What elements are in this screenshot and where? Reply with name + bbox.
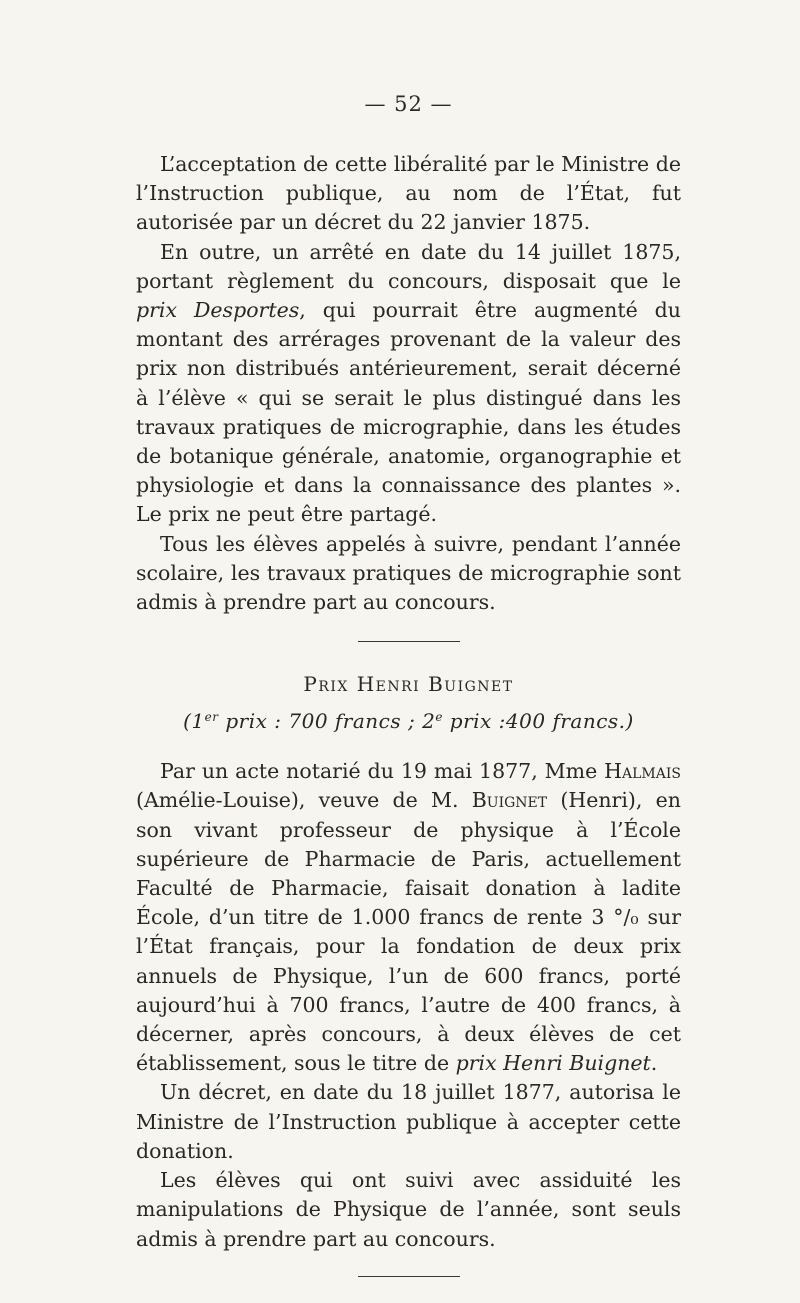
page-number: — 52 — [364, 92, 453, 116]
paragraph-arrete [136, 238, 681, 530]
paragraph-manipulations: Les élèves qui ont suivi avec assiduité les manipulations de Physique de l’année, sont seuls admis à prendre part au concours. [136, 1168, 681, 1251]
paragraph-eleves: Tous les élèves appelés à suivre, pendant l’année scolaire, les travaux pratiques de micrographie sont admis à prendre part au concours. [136, 531, 681, 615]
name-halmais: Halmais [604, 759, 681, 784]
document-page [136, 92, 681, 1303]
text-run: (Henri), en son vivant professeur de physique à l’École supérieure de Pharmacie de Paris, actuellement Faculté de Pharmacie, faisait donation à ladite École, d’un titre de 1.000 francs de rente 3 °/₀ sur l’État français, pour la fondation de deux prix annuels de Physique, l’un de 600 francs, porté aujourd’hui à 700 francs, l’autre de 400 francs, à décerner, après concours, à deux élèves de cet établissement, sous le titre de [136, 788, 681, 1076]
paragraph-acceptation: L’acceptation de cette libéralité par le Ministre de l’Instruction publique, au nom de l’État, fut autorisée par un décret du 22 janvier 1875. [136, 152, 681, 235]
text-run: En outre, un arrêté en date du 14 juillet 1875, portant règlement du concours, disposait que le [136, 239, 681, 293]
subtitle-text: prix :400 francs.) [442, 709, 634, 734]
paragraph-acte-notarie [136, 757, 681, 1078]
prize-subtitle [136, 709, 681, 733]
paragraph-decret: Un décret, en date du 18 juillet 1877, autorisa le Ministre de l’Instruction publique à accepter cette donation. [136, 1080, 681, 1163]
superscript: er [204, 710, 219, 725]
title-word: Buignet [428, 672, 514, 697]
section-divider [358, 641, 460, 642]
subtitle-text: (1 [183, 709, 205, 734]
text-run: Par un acte notarié du 19 mai 1877, Mme [160, 759, 605, 784]
superscript: e [435, 710, 443, 725]
prix-henri-buignet-italic: prix Henri Buignet [455, 1051, 651, 1076]
text-run: . [650, 1051, 658, 1076]
prize-title [136, 672, 681, 696]
title-word: Henri [356, 672, 421, 697]
text-run: , qui pourrait être augmenté du montant des arrérages provenant de la valeur des prix non distribués antérieurement, serait décerné à l’élève « qui se serait le plus distingué dans les travaux pratiques de micrographie, dans les études de botanique générale, anatomie, organographie et physiologie et dans la connaissance des plantes ». Le prix ne peut être partagé. [136, 298, 681, 527]
prix-desportes-italic: prix Desportes [136, 298, 300, 323]
title-word: Prix [303, 672, 349, 697]
subtitle-text: prix : 700 francs ; 2 [218, 709, 436, 734]
text-run: (Amélie-Louise), veuve de M. [136, 788, 472, 813]
section-divider [358, 1276, 460, 1277]
name-buignet: Buignet [471, 788, 548, 813]
